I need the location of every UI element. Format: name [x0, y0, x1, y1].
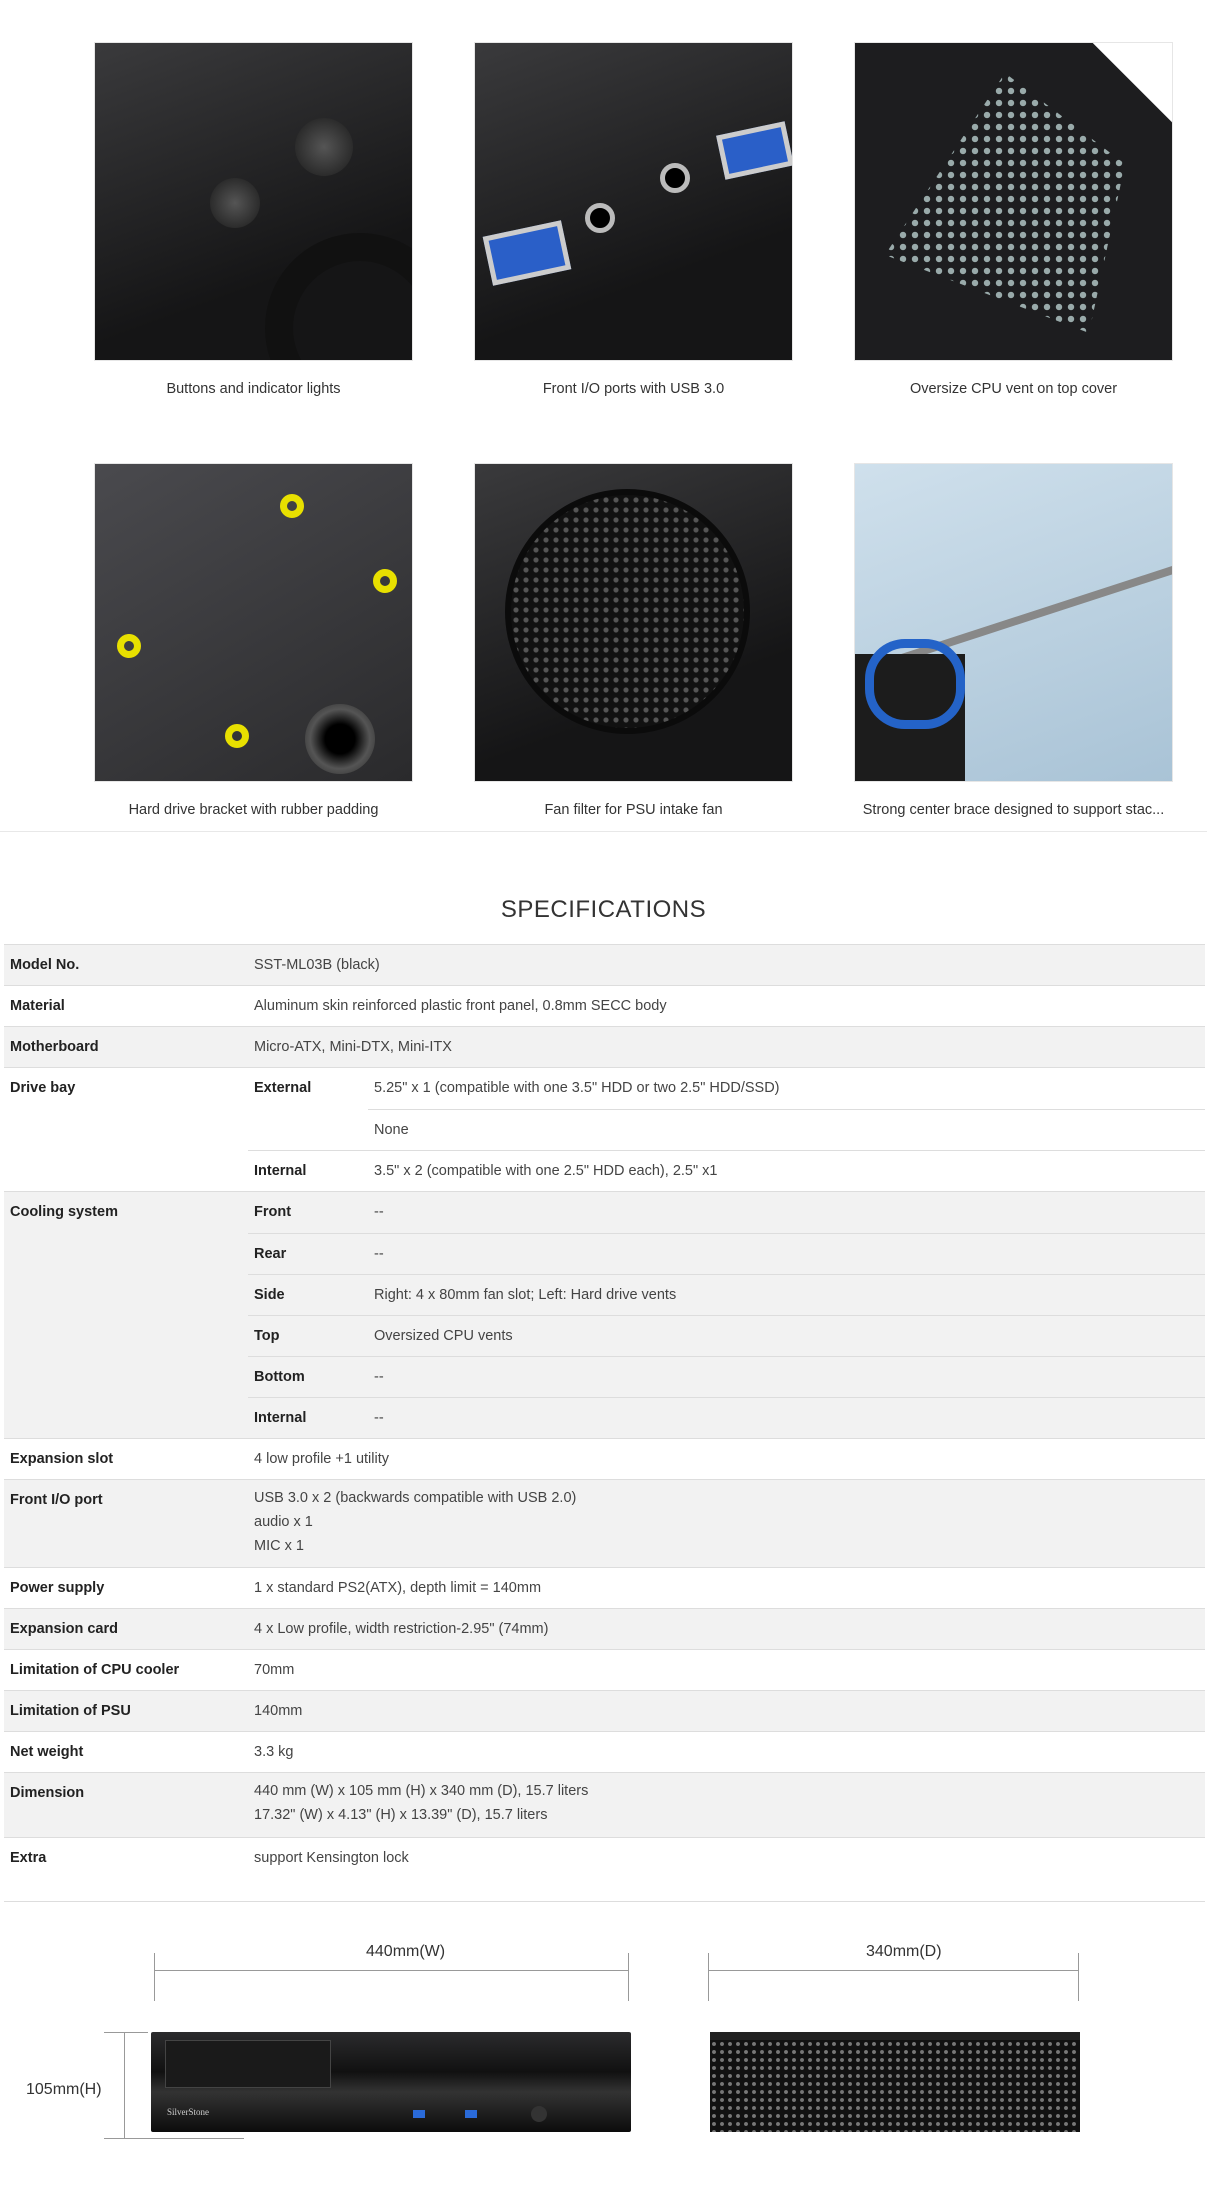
spec-sublabel: Bottom	[248, 1356, 368, 1397]
spec-value: 4 x Low profile, width restriction-2.95" (74mm)	[248, 1609, 1205, 1650]
spec-label: Cooling system	[4, 1192, 248, 1439]
height-label: 105mm(H)	[26, 2081, 102, 2098]
depth-label: 340mm(D)	[866, 1943, 942, 1960]
table-row	[4, 1027, 1205, 1068]
spec-value: --	[368, 1356, 1205, 1397]
spec-sublabel: Top	[248, 1315, 368, 1356]
table-row	[4, 1650, 1205, 1691]
spec-label: Limitation of PSU	[4, 1691, 248, 1732]
cpu-vent-photo	[854, 42, 1173, 361]
width-arrow	[154, 1970, 628, 1971]
spec-value: Oversized CPU vents	[368, 1315, 1205, 1356]
spec-value: SST-ML03B (black)	[248, 945, 1205, 986]
buttons-photo	[94, 42, 413, 361]
gallery-item[interactable]	[854, 42, 1173, 397]
spec-label: Net weight	[4, 1732, 248, 1773]
spec-sublabel: Front	[254, 1204, 292, 1220]
gallery-item[interactable]	[854, 463, 1173, 818]
gallery-caption: Hard drive bracket with rubber padding	[128, 802, 379, 818]
spec-value: 70mm	[248, 1650, 1205, 1691]
spec-sublabel: External	[254, 1080, 312, 1096]
gallery-caption: Strong center brace designed to support stac...	[862, 802, 1165, 818]
spec-value: --	[374, 1204, 384, 1220]
brand-logo: SilverStone	[167, 2107, 209, 2117]
spec-value: Micro-ATX, Mini-DTX, Mini-ITX	[248, 1027, 1205, 1068]
spec-label: Extra	[4, 1838, 248, 1902]
spec-value: Right: 4 x 80mm fan slot; Left: Hard drive vents	[368, 1274, 1205, 1315]
gallery-item[interactable]	[94, 42, 413, 397]
spec-value: 140mm	[248, 1691, 1205, 1732]
spec-value: 3.3 kg	[248, 1732, 1205, 1773]
spec-sublabel: Rear	[248, 1233, 368, 1274]
spec-value: 3.5" x 2 (compatible with one 2.5" HDD each), 2.5" x1	[368, 1150, 1205, 1191]
spec-value: --	[368, 1397, 1205, 1438]
table-row	[4, 1480, 1205, 1568]
spec-label: Dimension	[4, 1773, 248, 1838]
spec-label: Drive bay	[4, 1068, 248, 1192]
spec-value: None	[368, 1109, 1205, 1150]
spec-value: 440 mm (W) x 105 mm (H) x 340 mm (D), 15.7 liters 17.32" (W) x 4.13" (H) x 13.39" (D), 15.7 liters	[248, 1773, 1205, 1838]
spec-label: Material	[4, 986, 248, 1027]
spec-label: Expansion slot	[4, 1439, 248, 1480]
table-row	[4, 1691, 1205, 1732]
table-row	[4, 1068, 1205, 1192]
spec-sublabel: Internal	[248, 1397, 368, 1438]
spec-label: Expansion card	[4, 1609, 248, 1650]
spec-sublabel: Side	[248, 1274, 368, 1315]
table-row	[4, 1192, 1205, 1439]
table-row	[4, 1838, 1205, 1902]
spec-value: support Kensington lock	[248, 1838, 1205, 1902]
gallery-caption: Front I/O ports with USB 3.0	[542, 381, 725, 397]
spec-label: Limitation of CPU cooler	[4, 1650, 248, 1691]
spec-label: Motherboard	[4, 1027, 248, 1068]
fan-filter-photo	[474, 463, 793, 782]
table-row	[4, 1568, 1205, 1609]
case-front-image	[151, 2032, 631, 2132]
center-brace-photo	[854, 463, 1173, 782]
spec-value: USB 3.0 x 2 (backwards compatible with USB 2.0) audio x 1 MIC x 1	[248, 1480, 1205, 1568]
spec-value: 4 low profile +1 utility	[248, 1439, 1205, 1480]
case-side-image	[710, 2032, 1080, 2132]
hdd-bracket-photo	[94, 463, 413, 782]
specifications-title: SPECIFICATIONS	[500, 896, 707, 923]
spec-value: 5.25" x 1 (compatible with one 3.5" HDD or two 2.5" HDD/SSD)	[374, 1080, 780, 1096]
gallery-caption: Oversize CPU vent on top cover	[909, 381, 1118, 397]
dimension-diagram	[0, 1900, 1207, 2196]
table-row	[4, 1773, 1205, 1838]
feature-gallery	[0, 0, 1207, 832]
spec-label: Model No.	[4, 945, 248, 986]
table-row	[4, 945, 1205, 986]
depth-arrow	[708, 1970, 1078, 1971]
spec-value: 1 x standard PS2(ATX), depth limit = 140mm	[248, 1568, 1205, 1609]
gallery-item[interactable]	[94, 463, 413, 818]
table-row	[4, 1732, 1205, 1773]
spec-sublabel: Internal	[248, 1150, 368, 1191]
front-io-photo	[474, 42, 793, 361]
width-label: 440mm(W)	[366, 1943, 446, 1960]
spec-label: Front I/O port	[4, 1480, 248, 1568]
spec-label: Power supply	[4, 1568, 248, 1609]
gallery-caption: Fan filter for PSU intake fan	[544, 802, 723, 818]
table-row	[4, 986, 1205, 1027]
section-divider	[0, 831, 1207, 832]
gallery-caption: Buttons and indicator lights	[166, 381, 341, 397]
height-arrow	[124, 2032, 125, 2138]
spec-value: --	[368, 1233, 1205, 1274]
table-row	[4, 1609, 1205, 1650]
table-row	[4, 1439, 1205, 1480]
spec-value: Aluminum skin reinforced plastic front panel, 0.8mm SECC body	[248, 986, 1205, 1027]
gallery-item[interactable]	[474, 463, 793, 818]
specifications-table	[4, 944, 1205, 1902]
gallery-item[interactable]	[474, 42, 793, 397]
